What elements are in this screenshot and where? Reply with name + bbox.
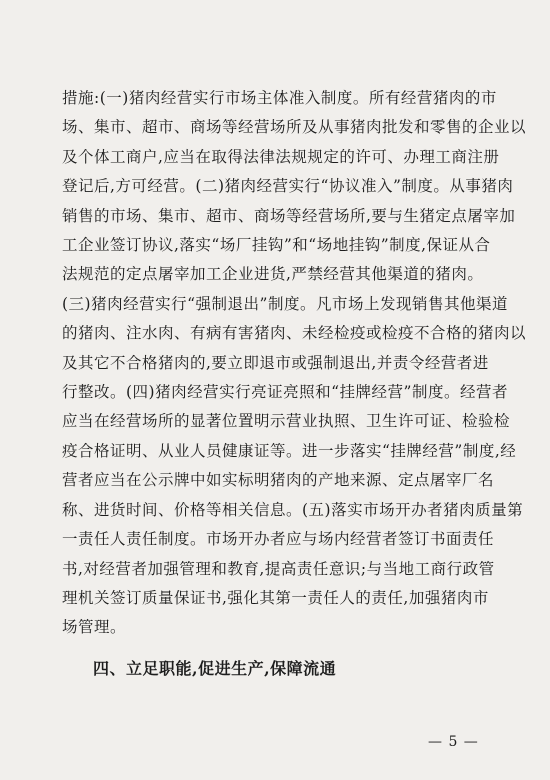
body-line: 法规范的定点屠宰加工企业进货,严禁经营其他渠道的猪肉。 [62,265,484,284]
body-paragraph [62,84,527,643]
body-line: 应当在经营场所的显著位置明示营业执照、卫生许可证、检验检 [62,412,511,431]
body-line: 疫合格证明、从业人员健康证等。进一步落实“挂牌经营”制度,经 [62,441,517,460]
body-line: 营者应当在公示牌中如实标明猪肉的产地来源、定点屠宰厂名 [62,471,495,490]
body-line: 及个体工商户,应当在取得法律法规规定的许可、办理工商注册 [62,147,500,166]
body-line: 一责任人责任制度。市场开办者应与场内经营者签订书面责任 [62,530,495,549]
body-line: 场、集市、超市、商场等经营场所及从事猪肉批发和零售的企业以 [62,118,527,137]
body-line: 的猪肉、注水肉、有病有害猪肉、未经检疫或检疫不合格的猪肉以 [62,324,527,343]
body-line: 场管理。 [62,618,127,637]
body-line: (三)猪肉经营实行“强制退出”制度。凡市场上发现销售其他渠道 [62,294,508,313]
body-line: 行整改。(四)猪肉经营实行亮证亮照和“挂牌经营”制度。经营者 [62,383,508,402]
body-line: 销售的市场、集市、超市、商场等经营场所,要与生猪定点屠宰加 [62,206,516,225]
body-line: 称、进货时间、价格等相关信息。(五)落实市场开办者猪肉质量第 [62,500,524,519]
body-line: 登记后,方可经营。(二)猪肉经营实行“协议准入”制度。从事猪肉 [62,177,514,196]
body-line: 措施:(一)猪肉经营实行市场主体准入制度。所有经营猪肉的市 [62,89,497,107]
section-heading: 四、立足职能,促进生产,保障流通 [93,659,337,678]
body-line: 书,对经营者加强管理和教育,提高责任意识;与当地工商行政管 [62,559,495,578]
body-line: 理机关签订质量保证书,强化其第一责任人的责任,加强猪肉市 [62,588,489,607]
body-line: 工企业签订协议,落实“场厂挂钩”和“场地挂钩”制度,保证从合 [62,236,491,255]
page-number: — 5 — [428,734,479,750]
body-line: 及其它不合格猪肉的,要立即退市或强制退出,并责令经营者进 [62,353,489,372]
